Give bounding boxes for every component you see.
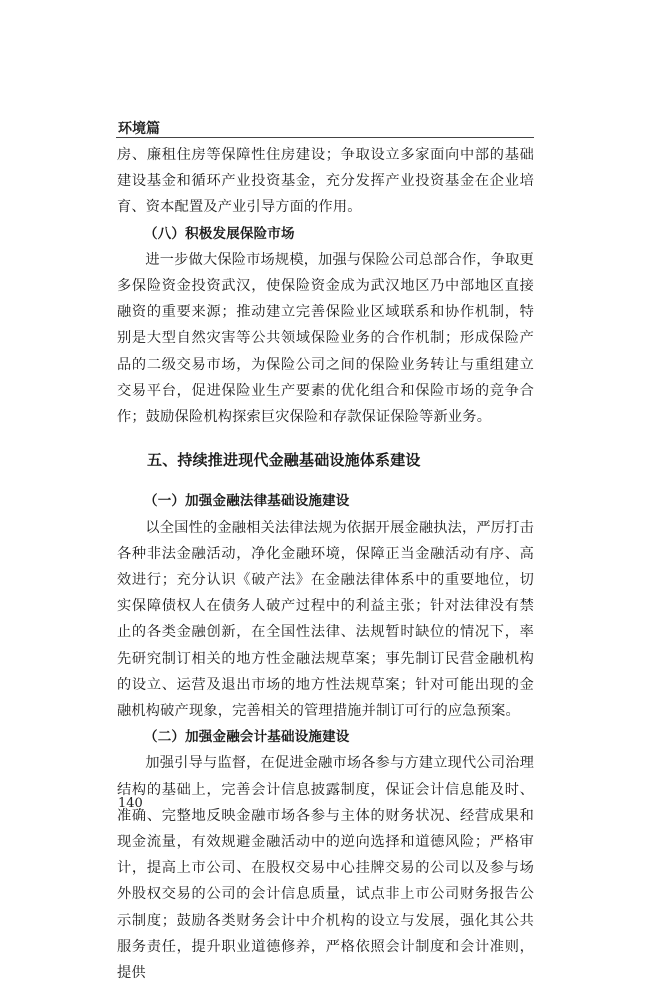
subsection-2-heading: （二）加强金融会计基础设施建设 [144,729,350,746]
running-head: 环境篇 [118,121,160,137]
page-number: 140 [118,796,143,811]
intro-paragraph: 房、廉租住房等保障性住房建设；争取设立多家面向中部的基础建设基金和循环产业投资基金，充分发挥产业投资基金在企业培育、资本配置及产业引导方面的作用。 [117,147,534,216]
section-5-heading: 五、持续推进现代金融基础设施体系建设 [147,451,421,470]
body-text [117,142,534,986]
subsection-8-paragraph: 进一步做大保险市场规模，加强与保险公司总部合作，争取更多保险资金投资武汉，使保险资金成为武汉地区乃中部地区直接融资的重要来源；推动建立完善保险业区域联系和协作机制，特别是大型自然灾害等公共领域保险业务的合作机制；形成保险产品的二级交易市场，为保险公司之间的保险业务转让与重组建立交易平台，促进保险业生产要素的优化组合和保险市场的竞争合作；鼓励保险机构探索巨灾保险和存款保证保险等新业务。 [117,251,534,426]
subsection-2-paragraph: 加强引导与监督，在促进金融市场各参与方建立现代公司治理结构的基础上，完善会计信息披露制度，保证会计信息能及时、准确、完整地反映金融市场各参与主体的财务状况、经营成果和现金流量，有效规避金融活动中的逆向选择和道德风险；严格审计，提高上市公司、在股权交易中心挂牌交易的公司以及参与场外股权交易的公司的会计信息质量，试点非上市公司财务报告公示制度；鼓励各类财务会计中介机构的设立与发展，强化其公共服务责任，提升职业道德修养，严格依照会计制度和会计准则，提供 [117,755,534,982]
header-rule [116,137,534,138]
subsection-1-heading: （一）加强金融法律基础设施建设 [144,493,350,510]
subsection-8-heading: （八）积极发展保险市场 [144,225,295,242]
subsection-1-paragraph: 以全国性的金融相关法律法规为依据开展金融执法，严厉打击各种非法金融活动，净化金融环境，保障正当金融活动有序、高效进行；充分认识《破产法》在金融法律体系中的重要地位，切实保障债权人在债务人破产过程中的利益主张；针对法律没有禁止的各类金融创新，在全国性法律、法规暂时缺位的情况下，率先研究制订相关的地方性金融法规草案；事先制订民营金融机构的设立、运营及退出市场的地方性法规草案；针对可能出现的金融机构破产现象，完善相关的管理措施并制订可行的应急预案。 [117,519,534,720]
